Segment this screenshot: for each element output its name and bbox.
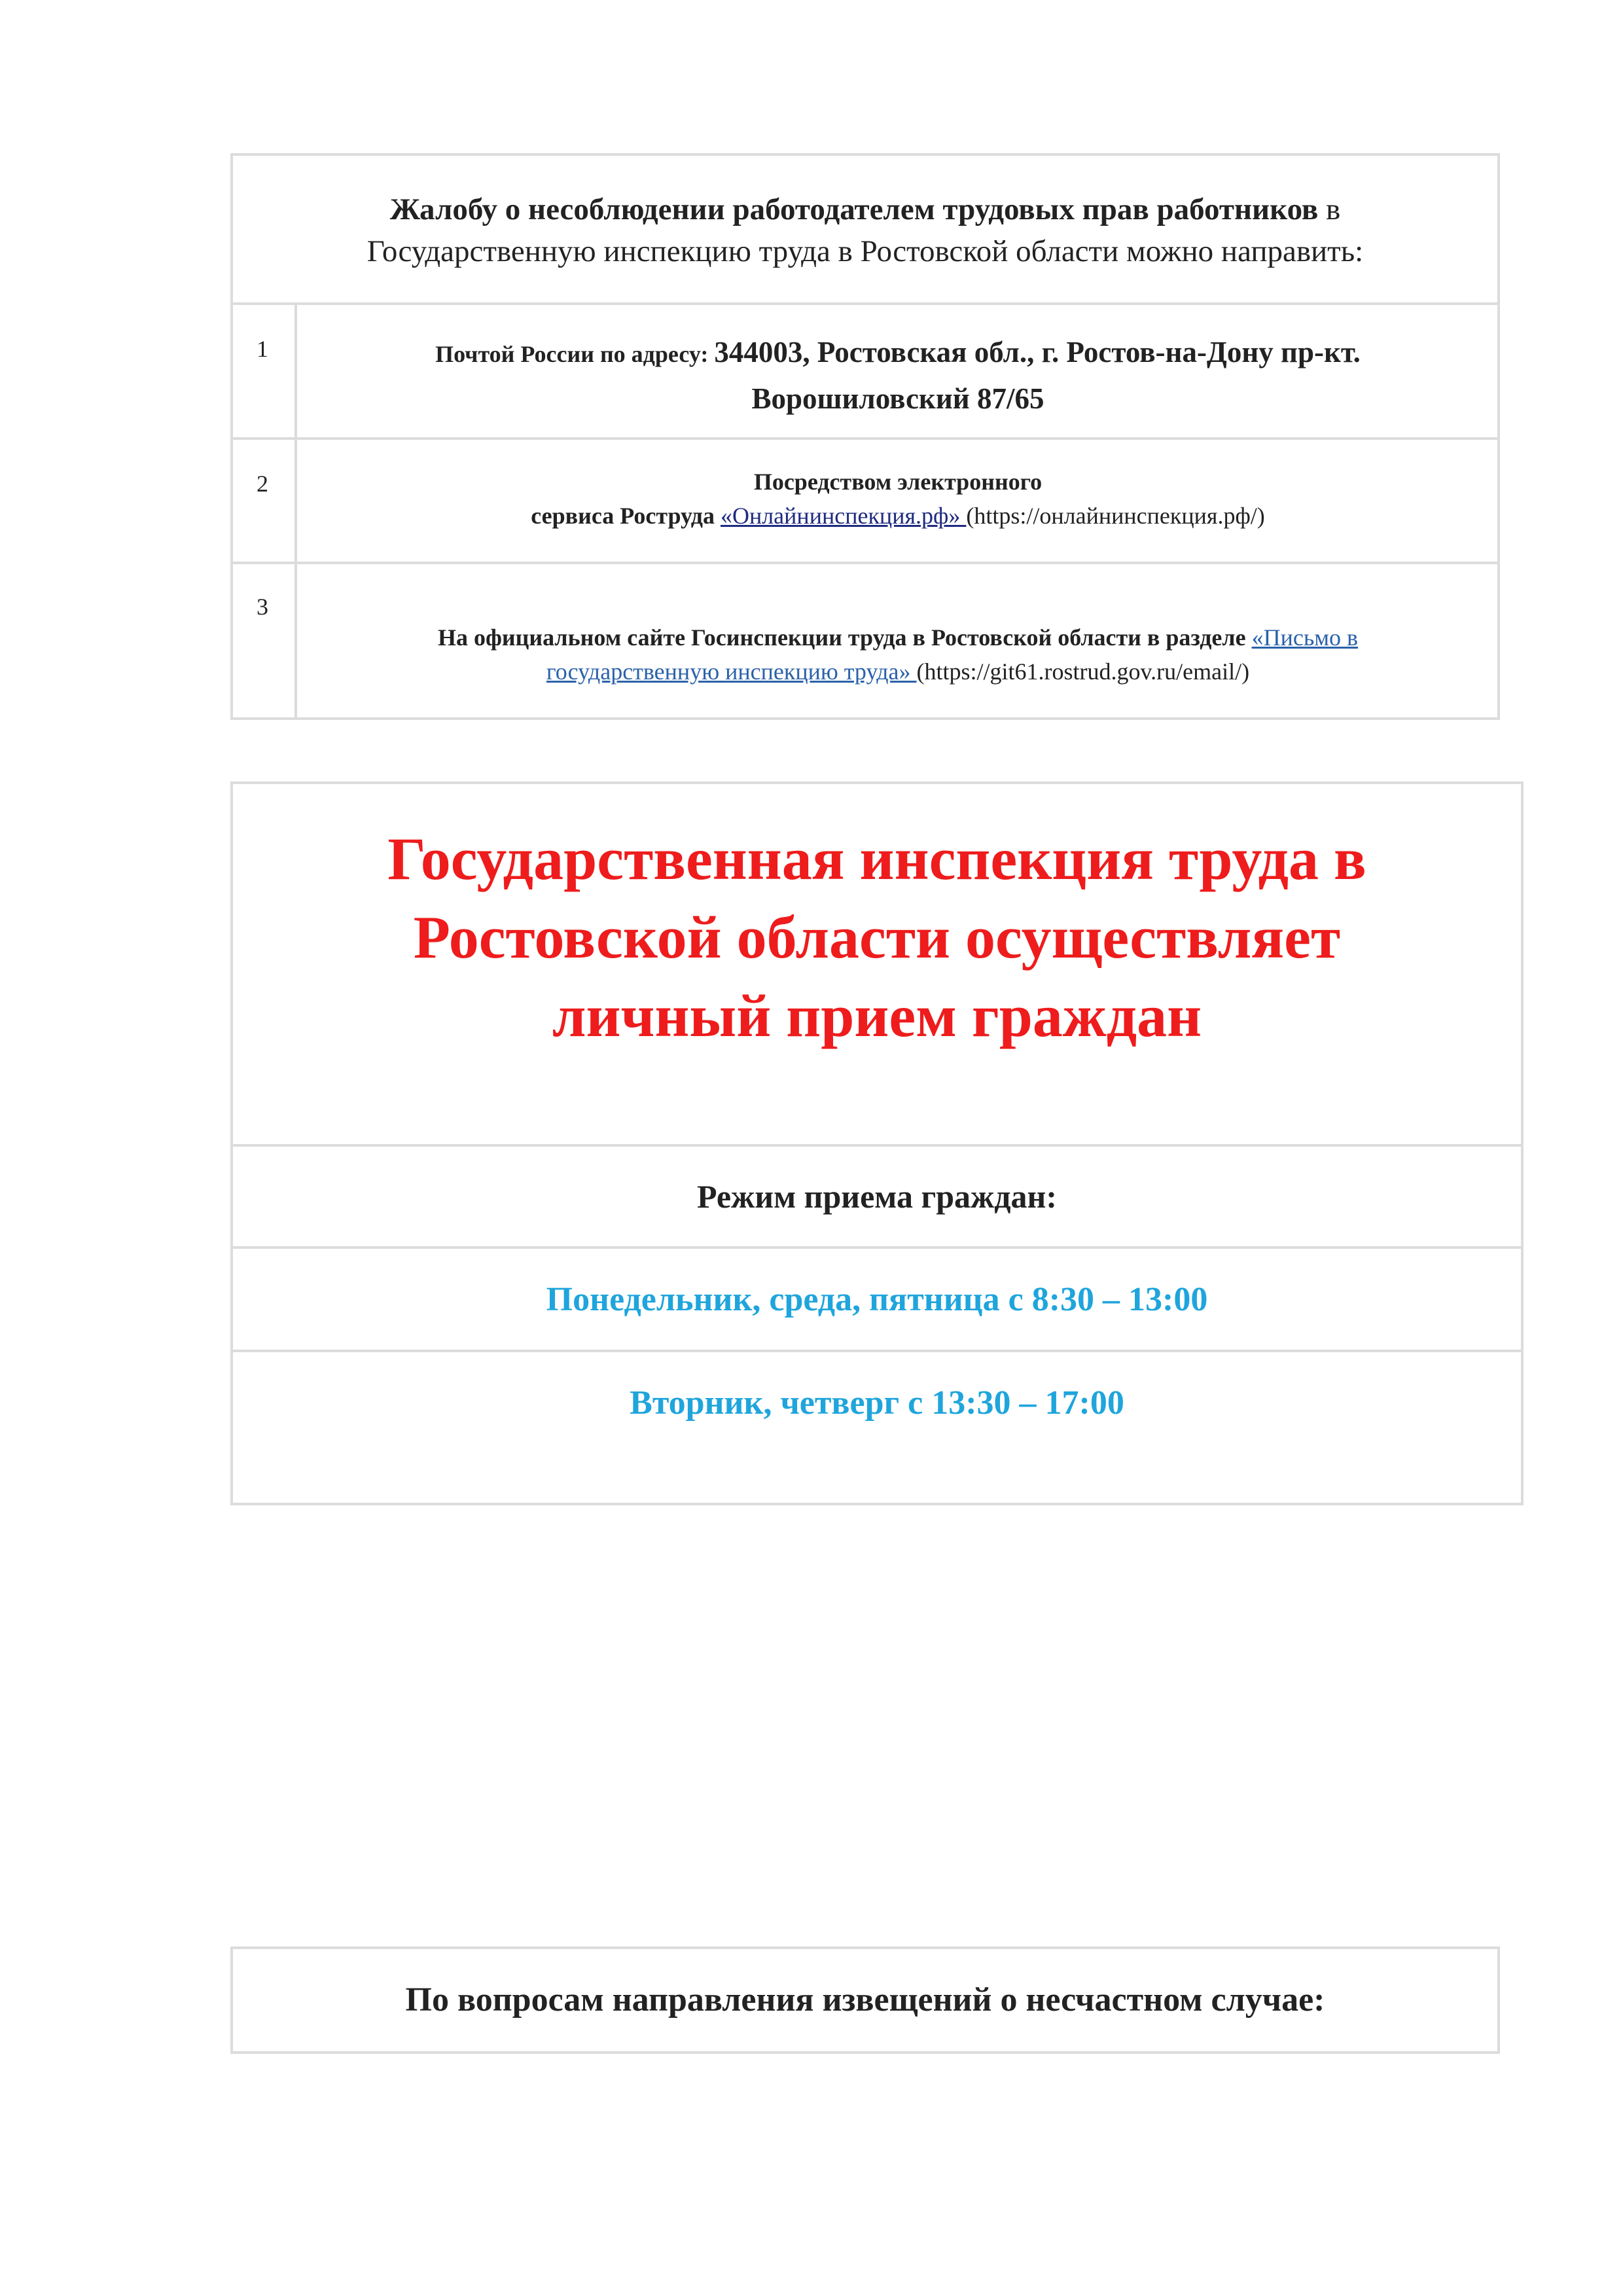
row-official-site bbox=[298, 620, 1497, 689]
row-post-address bbox=[298, 332, 1497, 425]
row-online-service bbox=[298, 465, 1497, 533]
table-divider bbox=[230, 562, 1500, 564]
header-inline-text: в bbox=[1318, 192, 1341, 226]
official-site-text: На официальном сайте Госинспекции труда в Ростовской области в разделе bbox=[437, 624, 1252, 651]
schedule-tue-thu: Вторник, четверг с 13:30 – 17:00 bbox=[630, 1384, 1124, 1422]
post-address-line1: 344003, Ростовская обл., г. Ростов-на-Дону пр-кт. bbox=[714, 336, 1361, 368]
online-url: (https://онлайнинспекция.рф/) bbox=[966, 503, 1265, 529]
table-divider bbox=[230, 1350, 1524, 1352]
complaint-table-header bbox=[233, 188, 1497, 272]
row-number: 3 bbox=[257, 594, 268, 620]
table-divider bbox=[230, 437, 1500, 440]
reception-heading-line2: Ростовской области осуществляет bbox=[413, 904, 1341, 971]
row-number: 2 bbox=[257, 471, 268, 497]
header-line2-text: Государственную инспекцию труда в Ростовской области можно направить: bbox=[366, 234, 1364, 268]
letter-link-part1[interactable]: «Письмо в bbox=[1251, 624, 1359, 651]
post-label: Почтой России по адресу: bbox=[435, 341, 715, 367]
table-column-divider bbox=[294, 302, 297, 720]
table-divider bbox=[230, 1144, 1524, 1147]
online-inspection-link[interactable]: «Онлайнинспекция.рф» bbox=[720, 503, 967, 529]
table-divider bbox=[230, 302, 1500, 305]
online-line2: сервиса Роструда bbox=[531, 503, 721, 529]
letter-link-part2[interactable]: государственную инспекцию труда» bbox=[546, 658, 917, 685]
accident-notice-heading: По вопросам направления извещений о несчастном случае: bbox=[405, 1981, 1325, 2018]
row-number: 1 bbox=[257, 336, 268, 362]
reception-heading-line3: личный прием граждан bbox=[552, 982, 1202, 1049]
post-address-line2: Ворошиловский 87/65 bbox=[751, 382, 1044, 415]
reception-heading bbox=[233, 819, 1521, 1055]
schedule-title: Режим приема граждан: bbox=[696, 1178, 1058, 1215]
schedule-mon-wed-fri: Понедельник, среда, пятница с 8:30 – 13:00 bbox=[546, 1281, 1208, 1318]
official-site-url: (https://git61.rostrud.gov.ru/email/) bbox=[916, 658, 1250, 685]
reception-heading-line1: Государственная инспекция труда в bbox=[387, 825, 1366, 892]
table-divider bbox=[230, 1246, 1524, 1249]
header-bold-text: Жалобу о несоблюдении работодателем трудовых прав работников bbox=[389, 192, 1319, 226]
online-line1: Посредством электронного bbox=[753, 469, 1043, 495]
